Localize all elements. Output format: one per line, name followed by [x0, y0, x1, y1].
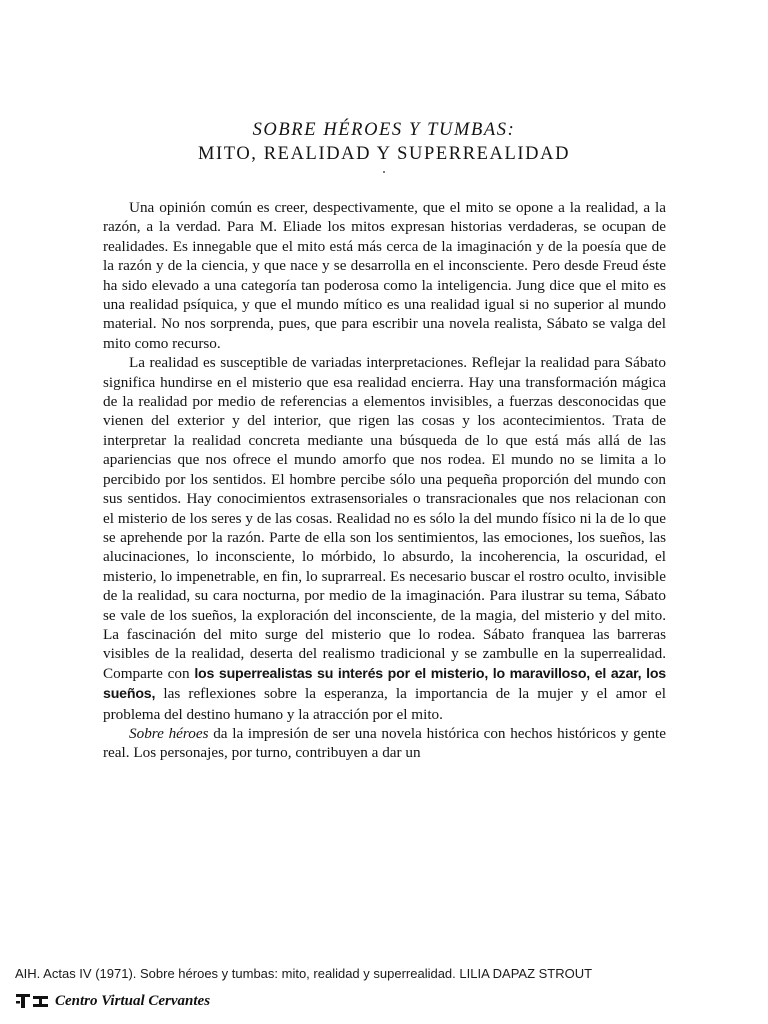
paragraph-2-emphasized-line: los superrealistas su interés por el misterio, lo maravilloso, el azar, los sueños,	[103, 665, 666, 703]
title-line-2: MITO, REALIDAD Y SUPERREALIDAD	[197, 144, 571, 164]
ink-speck	[383, 171, 385, 173]
footer-brand	[15, 990, 210, 1012]
paragraph-3	[103, 724, 666, 763]
title-line-1: SOBRE HÉROES Y TUMBAS:	[252, 120, 516, 140]
cervantes-logo-icon	[15, 992, 49, 1010]
paragraph-1: Una opinión común es creer, despectivamente, que el mito se opone a la realidad, a la razón, a la verdad. Para M. Eliade los mitos expresan historias verdaderas, se ocupan de realidades. Es innegable que el mito está más cerca de la imaginación y de la poesía que de la razón y de la ciencia, y que nace y se desarrolla en el inconsciente. Pero desde Freud éste ha sido elevado a una categoría tan poderosa como la inteligencia. Jung dice que el mito es una realidad psíquica, y que el mundo mítico es una realidad igual si no superior al mundo material. No nos sorprenda, pues, que para escribir una novela realista, Sábato se valga del mito como recurso.	[103, 199, 666, 352]
footer-citation: AIH. Actas IV (1971). Sobre héroes y tumbas: mito, realidad y superrealidad. LILIA DAPAZ STROUT	[15, 966, 593, 981]
paragraph-2	[103, 353, 666, 724]
paragraph-3-text: da la impresión de ser una novela histórica con hechos históricos y gente real. Los personajes, por turno, contribuyen a dar un	[103, 724, 667, 762]
brand-name: Centro Virtual Cervantes	[55, 992, 211, 1009]
paragraph-2-text-a: La realidad es susceptible de variadas interpretaciones. Reflejar la realidad para Sábato significa hundirse en el misterio que esa realidad encierra. Hay una transformación mágica de la realidad por medio de referencias a elementos invisibles, a fuerzas desconocidas que vienen del exterior y del interior, que rigen las cosas y los acontecimientos. Trata de interpretar la realidad concreta mediante una búsqueda de lo que está más allá de las apariencias que nos ofrece el mundo amorfo que nos rodea. El mundo no se limita a lo percibido por los sentidos. El hombre percibe sólo una pequeña proporción del mundo con sus sentidos. Hay conocimientos extrasensoriales o transracionales que nos relacionan con el misterio de los seres y de las cosas. Realidad no es sólo la del mundo físico ni la de lo que se aprehende por la razón. Parte de ella son los sentimientos, las emociones, los sueños, las alucinaciones, lo inconsciente, lo mórbido, lo absurdo, la incoherencia, la oscuridad, el misterio, lo impenetrable, en fin, lo suprarreal. Es necesario buscar el rostro oculto, invisible de la realidad, su cara nocturna, por medio de la imaginación. Para ilustrar su tema, Sábato se vale de los sueños, la exploración del inconsciente, de la magia, del misterio y del mito. La fascinación del mito surge del misterio que lo rodea. Sábato franquea las barreras visibles de la realidad, deserta del realismo tradicional y se zambulle en la superrealidad. Comparte con	[103, 354, 666, 682]
article-title	[100, 118, 668, 166]
paragraph-2-text-b: las reflexiones sobre la esperanza, la importancia de la mujer y el amor el problema del destino humano y la atracción por el mito.	[103, 685, 667, 723]
article-body	[103, 198, 666, 763]
book-title-italic: Sobre héroes	[129, 724, 209, 742]
